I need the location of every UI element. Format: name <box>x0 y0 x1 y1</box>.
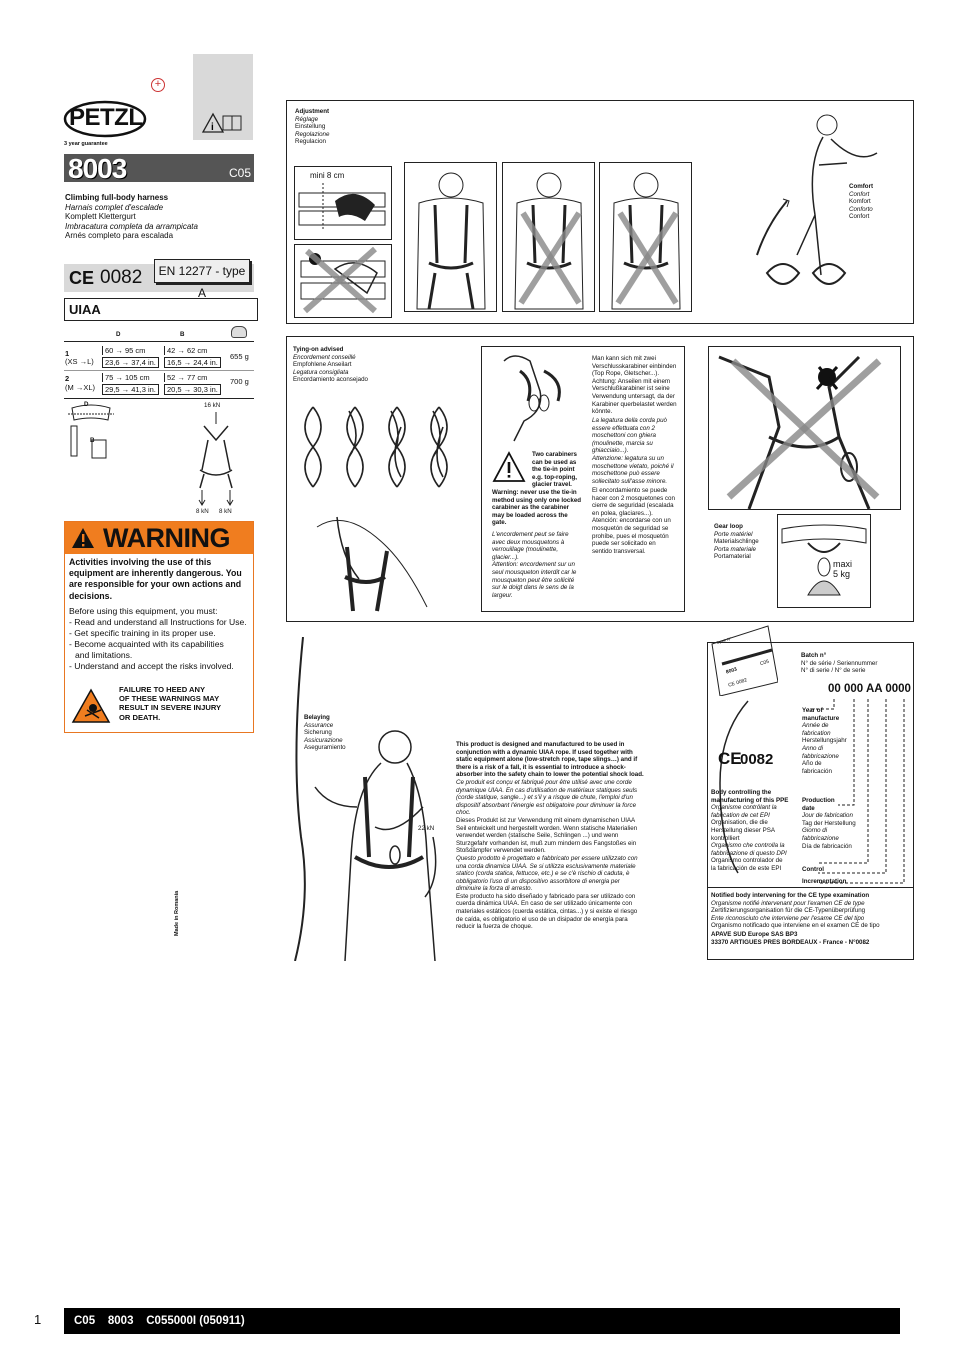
page-number: 1 <box>34 1312 42 1327</box>
ce-number: 0082 <box>100 267 143 288</box>
ce-icon: CE <box>69 268 95 288</box>
product-titles: Climbing full-body harness Harnais complet d'escalade Komplett Klettergurt Imbracatura completa da arrampicata Arnés completo para escalada <box>65 193 198 240</box>
carabiner-fr-text: L'encordement peut se faire avec deux mousquetons à verrouillage (moulinette, glacier...). Attention: encordement sur un seul mousqueton interdit car le mousqueton peut être sollicité sur le doigt dans le sens de la largeur. <box>492 531 577 599</box>
mini-label: mini 8 cm <box>310 171 345 180</box>
diagram-label-b: B <box>90 437 95 444</box>
notified-body-panel <box>707 888 914 960</box>
tying-labels: Tying-on advised Encordement conseillé Empfohlene Anseilart Legatura consigliata Encordamiento aconsejado <box>293 346 368 384</box>
control-label: Control <box>802 866 824 873</box>
col-d-header: D <box>116 331 121 338</box>
caution-triangle-icon <box>492 451 526 483</box>
carabiner-es-text: El encordamiento se puede hacer con 2 mosquetones con cierre de seguridad (escalada en polea, glaciares...). Atención: encordarse con un mosquetón de seguridad se prohíbe, pues el mosquetón puede ser solicitado en sentido transversal. <box>592 487 675 555</box>
brand-name: PETZL <box>69 104 143 131</box>
col-b-header: B <box>180 331 185 338</box>
tying-panel <box>286 336 914 622</box>
size-row-2: 2 (M →XL) 75 → 105 cm 29,5 → 41,3 in. 52 → 77 cm 20,5 → 30,3 in. 700 g <box>65 373 249 394</box>
year-labels: Year of manufacture Année de fabrication Herstellungsjahr Anno di fabbricazione Año de fabricación <box>802 707 847 775</box>
norm-badge: EN 12277 - type A <box>154 259 250 283</box>
carabiner-it-text: La legatura della corda può essere effettuata con 2 moschettoni con ghiera (moulinette, marcia su ghiacciaio...). Attenzione: legatura su un moschettone vietato, poiché il moschettone può essere sollecitato sull'asse minore. <box>592 417 674 485</box>
carabiner-note: Two carabiners can be used as the tie-in point e.g. top-roping, glacier travel. <box>532 451 578 489</box>
incrementation-label: Incrementation <box>802 878 847 885</box>
tie-in-climber <box>307 507 437 617</box>
comfort-labels: Comfort Confort Komfort Conforto Confort <box>849 183 874 221</box>
uiaa-box: UIAA <box>64 298 258 321</box>
warning-title: WARNING <box>103 523 230 553</box>
harness-strength-diagram <box>186 410 246 510</box>
model-version: C05 <box>228 166 251 180</box>
body-labels: Body controlling the manufacturing of this PPE Organisme contrôlant la fabrication de cet EPI Organisation, die die Herstellung dieser PSA kontrolliert Organismo che controlla la fabbricazione di questo DPI Organismo controlador de la fabricación de este EPI <box>711 789 789 872</box>
ce-box <box>64 264 254 300</box>
model-number: 8003 <box>68 153 127 184</box>
production-labels: Production date Jour de fabrication Tag der Herstellung Giorno di fabbricazione Día de fabricación <box>802 797 856 850</box>
strength-left: 8 kN <box>196 508 209 515</box>
read-manual-icon <box>201 110 243 134</box>
belaying-kn: 22 kN <box>418 825 435 832</box>
made-in-label: Made in Romania <box>174 890 180 936</box>
wrong-tie-in-illustration <box>708 346 901 510</box>
harness-fit-1 <box>404 162 497 312</box>
carabiner-de-text: Man kann sich mit zwei Verschlusskarabiner einbinden (Top Rope, Gletscher...). Achtung: Anseilen mit einem Verschlußkarabiner ist seine Verwendung untersagt, da der Karabiner querbelastet werden könnte. <box>592 355 677 416</box>
carabiner-warning-text: Warning: never use the tie-in method using only one locked carabiner as the carabiner may be loaded across the gate. <box>492 489 582 527</box>
warning-header <box>65 522 253 554</box>
rope-text: This product is designed and manufactured to be used in conjunction with a dynamic UIAA rope. If used together with static equipment alone (low-stretch rope, tape slings…) and if there is a risk of a fall, it is essential to introduce a shock- absorber into the safety chain to lower the potential shock load. Ce produit est conçu et fabriqué pour être utilisé avec une corde dynamique UIAA. En cas d'utilisation de matériaux statiques seuls (corde statique, sangle...) et s'il y a risque de chute, l'emploi d'un dispositif absorbant l'énergie est obligatoire pour diminuer la force choc. Dieses Produkt ist zur Verwendung mit einem dynamischen UIAA Seil entwickelt und hergestellt worden. Wenn statische Materialien verwendet werden (statische Seile, Schlingen ...) und wenn Sturzgefahr vorhanden ist, muß zum mindern des Fangstoßes ein Stoßdämpfer verwendet werden. Questo prodotto è progettato e fabbricato per essere utilizzato con una corda dinamica UIAA. Se si utilizza esclusivamente materiale statico (corda statica, fettucce, etc.) e se c'è rischio di caduta, è obbligatorio l'uso di un dispositivo assorbitore di energia per diminuire la forza di arresto. Este producto ha sido diseñado y fabricado para ser utilizado con cuerda dinámica UIAA. En caso de ser utilizado únicamente con materiales estáticos (cuerda estática, cintas...) y si existe el riesgo de caída, es obligatorio el uso de un disipador de energía para reducir la fuerza de choque. <box>456 741 644 931</box>
weight-icon <box>231 326 247 338</box>
belaying-labels: Belaying Assurance Sicherung Assicurazione Aseguramiento <box>304 714 346 752</box>
harness-fit-2 <box>502 162 595 312</box>
strength-right: 8 kN <box>219 508 232 515</box>
batch-labels: Batch n° N° de série / Seriennummer N° di serie / N° de serie <box>801 652 878 675</box>
figure-eight-knots <box>293 397 473 507</box>
batch-panel <box>707 642 914 888</box>
failure-text: FAILURE TO HEED ANY OF THESE WARNINGS MAY RESULT IN SEVERE INJURY OR DEATH. <box>119 685 222 722</box>
harness-fit-3 <box>599 162 692 312</box>
svg-text:i: i <box>211 122 214 133</box>
gear-loop-labels: Gear loop Porte matériel Materialschlinge Porta materiale Portamaterial <box>714 523 759 561</box>
brand-logo <box>63 100 151 140</box>
size-row-1: 1 (XS →L) 60 → 95 cm 23,6 → 37,4 in. 42 → 62 cm 16,5 → 24,4 in. 655 g <box>65 346 249 367</box>
adjustment-panel <box>286 100 914 324</box>
gear-loop-max: maxi 5 kg <box>833 559 853 579</box>
batch-ce-number: 0082 <box>740 751 774 768</box>
notified-labels: Notified body intervening for the CE type examination Organisme notifié intervenant pour l'examen CE de type Zertifizierungsorganisation für die CE-Typenüberprüfung Ente riconosciuto che interviene per l'esame CE del tipo Organismo notificado que interviene en el examen CE de tipo APAVE SUD Europe SAS BP3 33370 ARTIGUES PRES BORDEAUX - France - N°0082 <box>711 892 880 946</box>
waist-leg-diagram <box>66 400 116 462</box>
warning-list: - Read and understand all Instructions for Use. - Get specific training in its proper use. - Become acquainted with its capabilities and limitations. - Understand and accept the risks involved. <box>69 617 247 671</box>
belaying-illustration <box>285 637 445 961</box>
plus-mark-icon: + <box>151 78 165 92</box>
buckle-illustration <box>294 166 392 240</box>
diagram-label-d: D <box>84 401 89 408</box>
warning-intro: Before using this equipment, you must: <box>69 606 218 616</box>
size-table <box>64 341 254 399</box>
warning-bold: Activities involving the use of this equipment are inherently dangerous. You are responsible for your own actions and decisions. <box>69 557 242 601</box>
buckle-wrong-illustration <box>294 244 392 318</box>
carabiner-illustration <box>484 351 584 443</box>
adjustment-labels: Adjustment Réglage Einstellung Regolazione Regulacion <box>295 108 330 146</box>
batch-number: 00 000 AA 0000 <box>828 683 911 695</box>
model-bar <box>64 154 254 182</box>
warning-box <box>64 521 254 733</box>
footer-bar: C05 8003 C055000I (050911) <box>64 1308 900 1334</box>
guarantee-label: 3 year guarantee <box>64 141 108 147</box>
danger-icon <box>71 688 111 724</box>
product-tag: Sytek N° 8003 C05 CE 0082 <box>708 624 778 696</box>
two-carabiner-box <box>481 346 685 612</box>
warning-triangle-icon <box>71 527 95 549</box>
batch-ce-mark: CE <box>718 749 742 768</box>
gear-loop-illustration <box>777 514 871 608</box>
strength-top: 16 kN <box>204 402 221 409</box>
